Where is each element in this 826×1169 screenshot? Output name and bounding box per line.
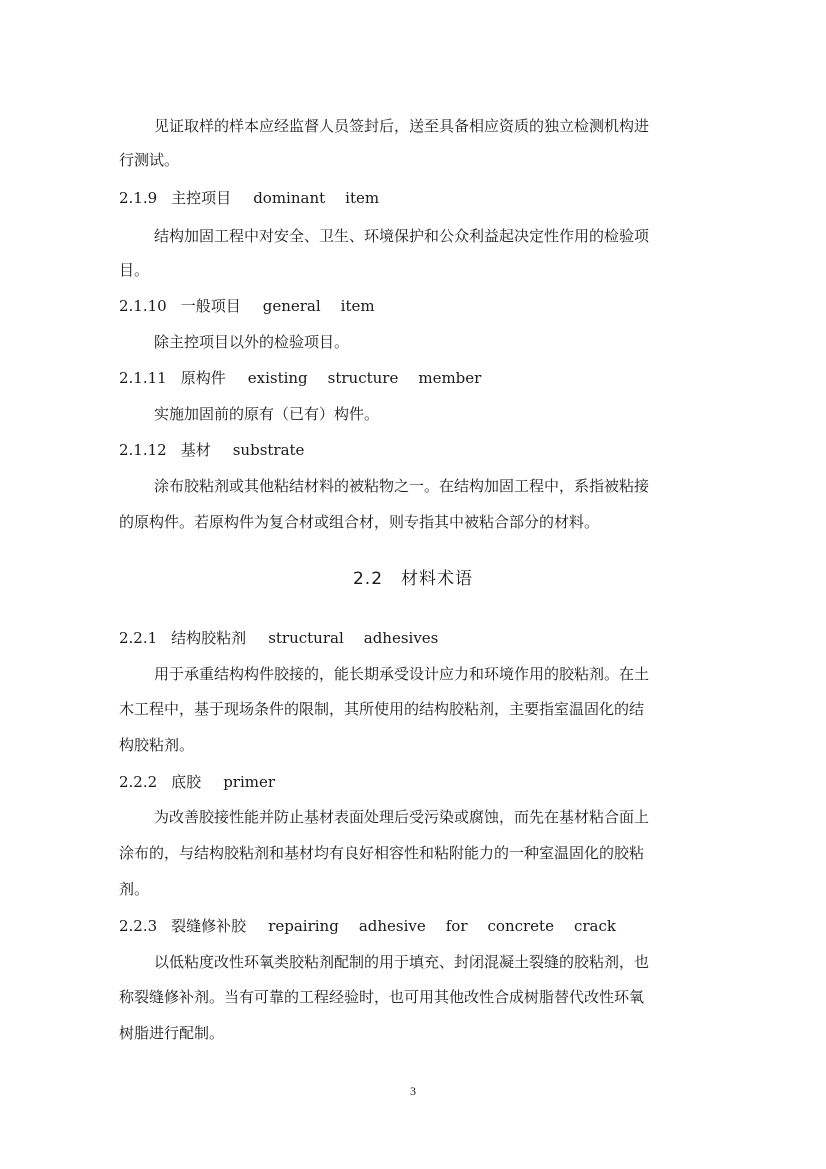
paragraph-line: 构胶粘剂。 xyxy=(119,736,195,754)
paragraph-line: 剂。 xyxy=(119,880,150,898)
paragraph-line: 用于承重结构构件胶接的，能长期承受设计应力和环境作用的胶粘剂。在土 xyxy=(154,665,650,683)
paragraph-line: 目。 xyxy=(119,261,150,279)
term-chinese: 结构胶粘剂 xyxy=(171,629,247,647)
paragraph-line: 为改善胶接性能并防止基材表面处理后受污染或腐蚀，而先在基材粘合面上 xyxy=(154,808,650,826)
term-chinese: 底胶 xyxy=(171,773,202,791)
paragraph-line: 的原构件。若原构件为复合材或组合材，则专指其中被粘合部分的材料。 xyxy=(119,513,600,531)
term-heading xyxy=(119,368,501,388)
section-title-text: 材料术语 xyxy=(401,569,474,589)
paragraph-line: 见证取样的样本应经监督人员签封后，送至具备相应资质的独立检测机构进 xyxy=(154,117,650,135)
term-chinese: 裂缝修补胶 xyxy=(171,917,247,935)
term-heading xyxy=(119,188,399,208)
term-english-word: general xyxy=(262,297,321,315)
term-heading xyxy=(119,440,324,460)
term-number: 2.1.9 xyxy=(119,189,158,207)
term-number: 2.2.2 xyxy=(119,773,158,791)
term-english xyxy=(263,296,395,316)
term-english xyxy=(223,772,295,792)
term-english-word: adhesives xyxy=(363,629,439,647)
term-english-word: for xyxy=(445,917,468,935)
term-english-word: member xyxy=(418,369,482,387)
term-heading xyxy=(119,916,636,936)
term-english-word: repairing xyxy=(268,917,339,935)
paragraph-line: 实施加固前的原有（已有）构件。 xyxy=(154,405,380,423)
paragraph-line: 行测试。 xyxy=(119,151,180,169)
term-heading xyxy=(119,628,458,648)
paragraph-line: 涂布胶粘剂或其他粘结材料的被粘物之一。在结构加固工程中，系指被粘接 xyxy=(154,477,650,495)
term-number: 2.1.12 xyxy=(119,441,167,459)
term-english-word: structure xyxy=(327,369,399,387)
paragraph-line: 涂布的，与结构胶粘剂和基材均有良好相容性和粘附能力的一种室温固化的胶粘 xyxy=(119,844,645,862)
term-chinese: 主控项目 xyxy=(171,189,232,207)
paragraph-line: 除主控项目以外的检验项目。 xyxy=(154,333,350,351)
term-chinese: 原构件 xyxy=(180,369,226,387)
term-english-word: existing xyxy=(247,369,308,387)
term-english-word: structural xyxy=(268,629,344,647)
term-number: 2.1.11 xyxy=(119,369,167,387)
paragraph-line: 木工程中，基于现场条件的限制，其所使用的结构胶粘剂，主要指室温固化的结 xyxy=(119,700,645,718)
term-english-word: concrete xyxy=(487,917,554,935)
term-number: 2.2.1 xyxy=(119,629,158,647)
term-english-word: item xyxy=(340,297,375,315)
term-english-word: item xyxy=(345,189,380,207)
term-heading xyxy=(119,296,395,316)
term-number: 2.1.10 xyxy=(119,297,167,315)
paragraph-line: 以低粘度改性环氧类胶粘剂配制的用于填充、封闭混凝土裂缝的胶粘剂，也 xyxy=(154,953,650,971)
paragraph-line: 结构加固工程中对安全、卫生、环境保护和公众利益起决定性作用的检验项 xyxy=(154,227,650,245)
term-english-word: substrate xyxy=(232,441,305,459)
term-english-word: crack xyxy=(573,917,616,935)
paragraph-line: 称裂缝修补剂。当有可靠的工程经验时，也可用其他改性合成树脂替代改性环氧 xyxy=(119,988,645,1006)
term-chinese: 一般项目 xyxy=(180,297,241,315)
term-english xyxy=(268,628,458,648)
term-english xyxy=(253,188,399,208)
term-number: 2.2.3 xyxy=(119,917,158,935)
section-title xyxy=(0,568,826,590)
term-chinese: 基材 xyxy=(180,441,211,459)
term-english xyxy=(233,440,325,460)
term-english xyxy=(268,916,636,936)
term-english-word: primer xyxy=(223,773,276,791)
term-heading xyxy=(119,772,295,792)
paragraph-line: 树脂进行配制。 xyxy=(119,1024,225,1042)
page-number: 3 xyxy=(410,1084,416,1098)
term-english xyxy=(248,368,502,388)
section-number: 2.2 xyxy=(352,569,384,589)
term-english-word: adhesive xyxy=(358,917,426,935)
term-english-word: dominant xyxy=(253,189,326,207)
